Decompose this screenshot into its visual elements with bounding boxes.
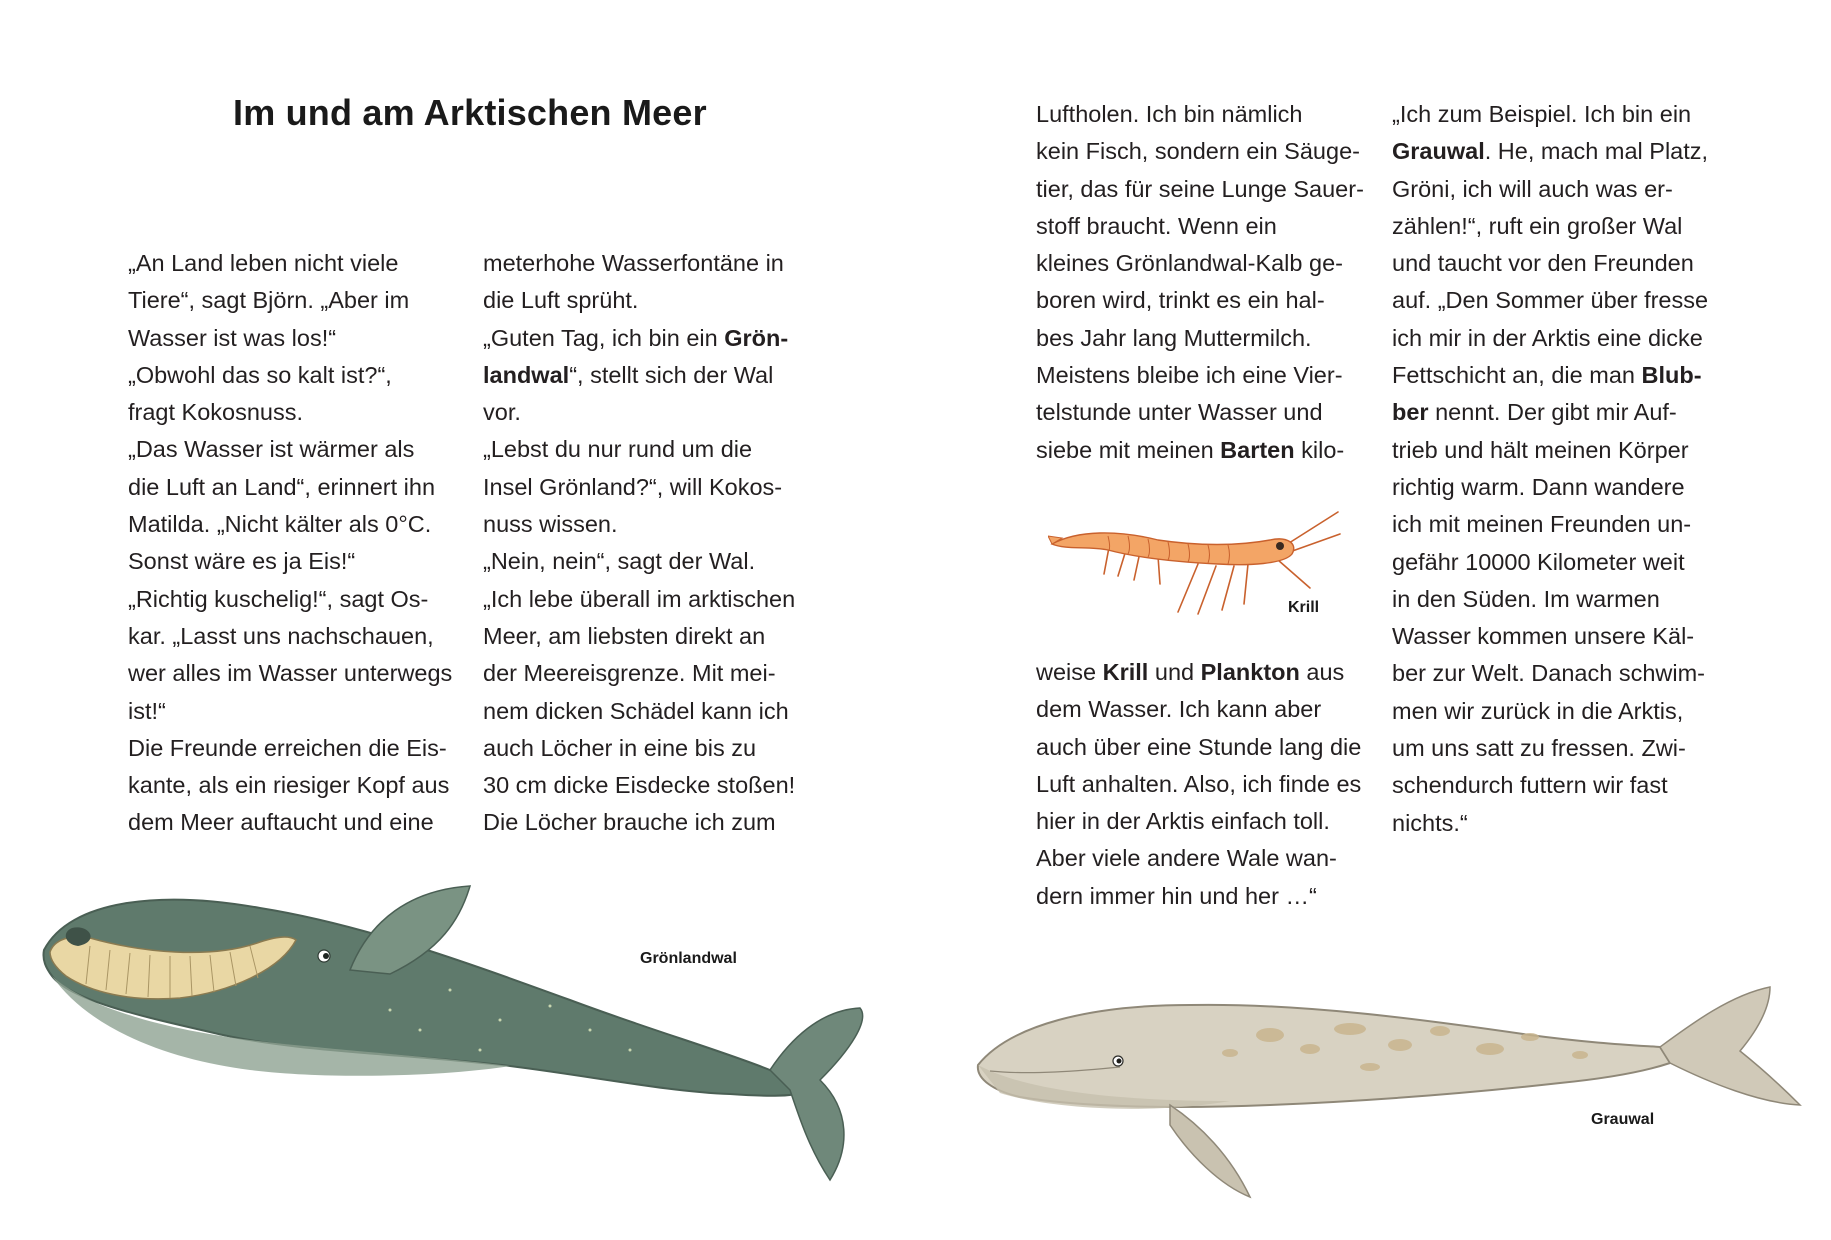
- text-line: [483, 282, 795, 319]
- text-run: „Nein, nein“, sagt der Wal.: [483, 548, 756, 575]
- bowhead-whale-caption: Grönlandwal: [640, 950, 737, 967]
- text-run: die Luft sprüht.: [483, 287, 639, 314]
- text-line: [1392, 469, 1708, 506]
- text-line: [1392, 730, 1708, 767]
- text-run: kein Fisch, sondern ein Säuge-: [1036, 138, 1360, 165]
- text-line: [1036, 133, 1364, 170]
- text-run: Insel Grönland?“, will Kokos-: [483, 473, 783, 500]
- text-run: Luftholen. Ich bin nämlich: [1036, 101, 1303, 127]
- text-line: [1036, 878, 1361, 915]
- text-line: [1036, 766, 1361, 803]
- text-line: [128, 431, 452, 468]
- text-line: [483, 804, 795, 841]
- text-run: Fettschicht an, die man: [1392, 362, 1642, 389]
- text-run: kilo-: [1294, 436, 1345, 463]
- text-run: ber zur Welt. Danach schwim-: [1392, 660, 1705, 687]
- text-run: dem Meer auftaucht und eine: [128, 809, 434, 836]
- text-line: [483, 506, 795, 543]
- text-run: auch Löcher in eine bis zu: [483, 734, 757, 761]
- text-run: trieb und hält meinen Körper: [1392, 436, 1689, 463]
- text-run: tier, das für seine Lunge Sauer-: [1036, 175, 1364, 202]
- text-line: [1036, 691, 1361, 728]
- text-line: [1036, 357, 1364, 394]
- text-line: [1392, 767, 1708, 804]
- text-run: aus: [1299, 659, 1345, 685]
- text-run: Luft anhalten. Also, ich finde es: [1036, 770, 1362, 797]
- text-run: Wasser ist was los!“: [128, 324, 337, 351]
- text-run: Matilda. „Nicht kälter als 0°C.: [128, 511, 432, 538]
- text-line: [128, 357, 452, 394]
- text-run: „Ich zum Beispiel. Ich bin ein: [1392, 101, 1692, 127]
- bold-term: Barten: [1220, 436, 1295, 463]
- text-line: [1036, 320, 1364, 357]
- text-run: „Lebst du nur rund um die: [483, 436, 753, 463]
- text-line: [483, 469, 795, 506]
- text-run: kar. „Lasst uns nachschauen,: [128, 622, 434, 649]
- gray-whale-caption: Grauwal: [1591, 1111, 1655, 1128]
- text-run: „Obwohl das so kalt ist?“,: [128, 361, 392, 388]
- text-line: [128, 245, 452, 282]
- bold-term: Grön-: [724, 324, 789, 351]
- text-line: [128, 282, 452, 319]
- text-run: telstunde unter Wasser und: [1036, 399, 1323, 426]
- text-run: „Ich lebe überall im arktischen: [483, 585, 796, 612]
- text-line: [128, 320, 452, 357]
- text-line: [1392, 693, 1708, 730]
- text-run: zählen!“, ruft ein großer Wal: [1392, 212, 1683, 239]
- text-line: [1392, 655, 1708, 692]
- text-run: vor.: [483, 399, 521, 426]
- text-run: Aber viele andere Wale wan-: [1036, 845, 1337, 872]
- text-line: [128, 469, 452, 506]
- text-line: [1392, 432, 1708, 469]
- text-line: [1036, 245, 1364, 282]
- text-line: [1392, 805, 1708, 842]
- text-line: [1392, 320, 1708, 357]
- text-run: dem Wasser. Ich kann aber: [1036, 696, 1322, 723]
- text-run: Die Freunde erreichen die Eis-: [128, 734, 447, 761]
- text-line: [128, 543, 452, 580]
- text-line: [128, 693, 452, 730]
- text-line: [128, 581, 452, 618]
- text-line: [1036, 840, 1361, 877]
- text-line: [1392, 357, 1708, 394]
- text-run: auch über eine Stunde lang die: [1036, 733, 1362, 760]
- text-run: auf. „Den Sommer über fresse: [1392, 287, 1709, 314]
- text-line: [1036, 803, 1361, 840]
- text-run: „Das Wasser ist wärmer als: [128, 436, 415, 463]
- text-line: [128, 804, 452, 841]
- bold-term: Plankton: [1200, 659, 1300, 685]
- text-line: [1392, 245, 1708, 282]
- bold-term: Grauwal: [1392, 138, 1485, 165]
- text-run: kante, als ein riesiger Kopf aus: [128, 772, 450, 799]
- text-column-3: [1036, 96, 1364, 469]
- text-run: der Meereisgrenze. Mit mei-: [483, 660, 776, 687]
- text-run: weise: [1036, 659, 1103, 685]
- text-line: [1036, 282, 1364, 319]
- text-run: Meer, am liebsten direkt an: [483, 622, 766, 649]
- text-line: [1036, 654, 1361, 691]
- text-run: . He, mach mal Platz,: [1484, 138, 1709, 165]
- text-line: [1036, 432, 1364, 469]
- page-title: Im und am Arktischen Meer: [233, 92, 707, 133]
- text-run: bes Jahr lang Muttermilch.: [1036, 324, 1312, 351]
- text-run: gefähr 10000 Kilometer weit: [1392, 548, 1685, 575]
- text-line: [128, 394, 452, 431]
- text-line: [1392, 133, 1708, 170]
- text-line: [1036, 208, 1364, 245]
- text-run: die Luft an Land“, erinnert ihn: [128, 473, 436, 500]
- gray-whale-illustration: [970, 975, 1810, 1235]
- text-line: [128, 767, 452, 804]
- text-column-4: [1392, 96, 1708, 842]
- text-line: [128, 618, 452, 655]
- text-run: „Guten Tag, ich bin ein: [483, 324, 725, 351]
- text-run: richtig warm. Dann wandere: [1392, 473, 1685, 500]
- krill-caption: Krill: [1288, 599, 1320, 616]
- text-line: [128, 655, 452, 692]
- text-run: dern immer hin und her …“: [1036, 882, 1317, 909]
- text-run: boren wird, trinkt es ein hal-: [1036, 287, 1325, 314]
- text-line: [1392, 394, 1708, 431]
- text-line: [1392, 544, 1708, 581]
- text-run: stoff braucht. Wenn ein: [1036, 212, 1277, 239]
- text-run: ich mit meinen Freunden un-: [1392, 511, 1692, 538]
- text-run: Wasser kommen unsere Käl-: [1392, 623, 1695, 650]
- bold-term: Blub-: [1641, 362, 1702, 389]
- text-column-2: [483, 245, 795, 842]
- bold-term: Krill: [1102, 659, 1149, 685]
- text-run: Meistens bleibe ich eine Vier-: [1036, 362, 1343, 389]
- text-line: [483, 655, 795, 692]
- bold-term: landwal: [483, 361, 570, 388]
- text-run: nichts.“: [1392, 809, 1468, 836]
- text-run: Tiere“, sagt Björn. „Aber im: [128, 287, 410, 314]
- text-column-1: [128, 245, 452, 842]
- text-run: nuss wissen.: [483, 511, 618, 538]
- text-run: 30 cm dicke Eisdecke stoßen!: [483, 772, 796, 799]
- text-line: [128, 730, 452, 767]
- text-run: Die Löcher brauche ich zum: [483, 809, 776, 836]
- text-line: [483, 543, 795, 580]
- text-line: [1036, 394, 1364, 431]
- bowhead-whale-illustration: [30, 880, 890, 1210]
- text-line: [1392, 506, 1708, 543]
- text-run: meterhohe Wasserfontäne in: [483, 250, 784, 276]
- text-run: „Richtig kuschelig!“, sagt Os-: [128, 585, 429, 612]
- text-line: [1392, 171, 1708, 208]
- text-line: [1036, 171, 1364, 208]
- text-run: hier in der Arktis einfach toll.: [1036, 808, 1330, 835]
- text-line: [1036, 96, 1364, 133]
- text-run: siebe mit meinen: [1036, 436, 1221, 463]
- bold-term: ber: [1392, 399, 1429, 426]
- text-line: [483, 357, 795, 394]
- text-line: [1392, 282, 1708, 319]
- text-line: [483, 581, 795, 618]
- text-run: ist!“: [128, 697, 166, 724]
- text-run: kleines Grönlandwal-Kalb ge-: [1036, 250, 1343, 277]
- text-line: [483, 245, 795, 282]
- text-run: Gröni, ich will auch was er-: [1392, 175, 1673, 202]
- text-line: [1392, 581, 1708, 618]
- text-run: und taucht vor den Freunden: [1392, 250, 1694, 277]
- text-run: „An Land leben nicht viele: [128, 250, 399, 276]
- text-line: [1036, 729, 1361, 766]
- text-run: fragt Kokosnuss.: [128, 399, 304, 426]
- text-line: [483, 431, 795, 468]
- text-run: nennt. Der gibt mir Auf-: [1428, 399, 1677, 426]
- text-run: nem dicken Schädel kann ich: [483, 697, 789, 724]
- text-run: wer alles im Wasser unterwegs: [128, 660, 453, 687]
- text-column-3-continued: [1036, 654, 1361, 915]
- text-run: men wir zurück in die Arktis,: [1392, 697, 1684, 724]
- text-line: [128, 506, 452, 543]
- text-line: [483, 618, 795, 655]
- text-run: Sonst wäre es ja Eis!“: [128, 548, 356, 575]
- text-line: [1392, 208, 1708, 245]
- text-line: [483, 767, 795, 804]
- text-run: in den Süden. Im warmen: [1392, 585, 1660, 612]
- text-run: um uns satt zu fressen. Zwi-: [1392, 735, 1686, 762]
- text-run: ich mir in der Arktis eine dicke: [1392, 324, 1703, 351]
- text-run: “, stellt sich der Wal: [569, 361, 774, 388]
- text-line: [483, 730, 795, 767]
- text-run: und: [1148, 659, 1201, 685]
- text-line: [483, 394, 795, 431]
- text-line: [1392, 96, 1708, 133]
- text-line: [483, 693, 795, 730]
- text-line: [1392, 618, 1708, 655]
- text-line: [483, 320, 795, 357]
- text-run: schendurch futtern wir fast: [1392, 772, 1668, 799]
